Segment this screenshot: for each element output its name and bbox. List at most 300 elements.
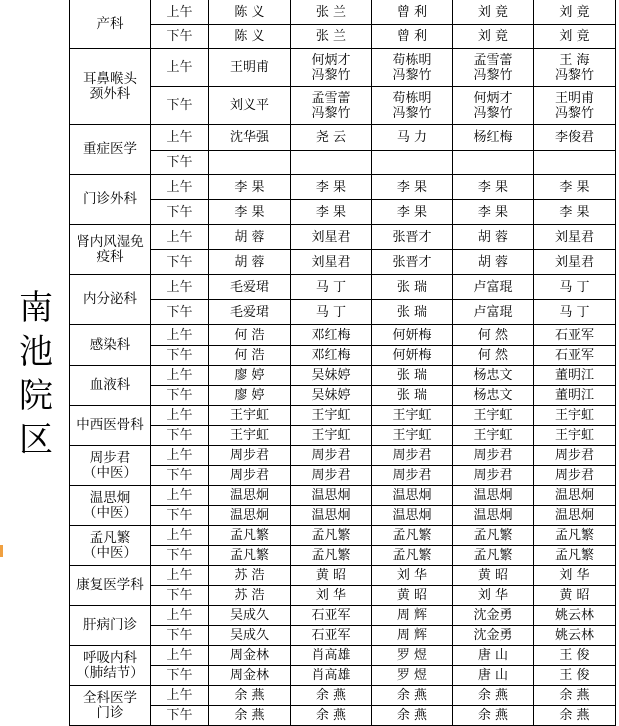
table-row xyxy=(70,686,616,706)
doctor-name: 孟凡繁 xyxy=(392,528,432,543)
period-label: 下午 xyxy=(151,466,209,486)
doctor-cell xyxy=(534,606,616,626)
doctor-cell xyxy=(534,300,616,325)
department-name-line: 颈外科 xyxy=(89,85,131,102)
doctor-cell xyxy=(453,366,534,386)
doctor-cell xyxy=(291,486,372,506)
doctor-cell xyxy=(291,666,372,686)
doctor-name: 卢富琨 xyxy=(473,304,513,320)
doctor-cell xyxy=(372,506,453,526)
doctor-name: 冯黎竹 xyxy=(311,67,351,83)
doctor-cell xyxy=(453,0,534,25)
doctor-cell xyxy=(291,225,372,250)
table-row xyxy=(70,526,616,546)
doctor-name: 邓红梅 xyxy=(311,327,351,343)
department-name-line: 门诊 xyxy=(96,704,124,721)
doctor-cell xyxy=(453,200,534,225)
doctor-name: 冯黎竹 xyxy=(473,105,513,121)
doctor-cell xyxy=(534,526,616,546)
table-row xyxy=(70,646,616,666)
department-name-line: 疫科 xyxy=(96,248,124,265)
doctor-name: 胡 蓉 xyxy=(477,229,509,245)
doctor-cell xyxy=(372,386,453,406)
table-row xyxy=(70,546,616,566)
doctor-cell xyxy=(291,0,372,25)
doctor-name: 罗 煜 xyxy=(396,648,428,663)
doctor-cell xyxy=(372,606,453,626)
period-label: 上午 xyxy=(151,686,209,706)
period-label: 下午 xyxy=(151,626,209,646)
doctor-cell xyxy=(372,546,453,566)
doctor-name: 何 浩 xyxy=(234,327,265,343)
campus-label: 南池院区 xyxy=(19,288,53,460)
doctor-cell xyxy=(291,25,372,49)
doctor-name: 刘 华 xyxy=(396,568,428,583)
doctor-name: 温思炯 xyxy=(229,488,269,503)
doctor-cell xyxy=(291,526,372,546)
doctor-name: 冯黎竹 xyxy=(554,67,594,83)
doctor-name: 卢富琨 xyxy=(473,279,513,295)
department-name-line: 周步君 xyxy=(89,449,131,466)
doctor-cell xyxy=(209,446,291,466)
doctor-name: 何妍梅 xyxy=(392,348,432,363)
doctor-cell xyxy=(372,346,453,366)
period-label: 下午 xyxy=(151,25,209,49)
doctor-name: 孟凡繁 xyxy=(311,528,351,543)
doctor-name: 肖高雄 xyxy=(311,668,351,683)
table-row xyxy=(70,666,616,686)
doctor-cell xyxy=(534,346,616,366)
department-name xyxy=(70,49,151,125)
period-label: 上午 xyxy=(151,446,209,466)
doctor-cell xyxy=(291,175,372,200)
doctor-name: 冯黎竹 xyxy=(392,67,432,83)
doctor-name: 周步君 xyxy=(473,468,513,483)
doctor-name: 陈 义 xyxy=(234,29,265,44)
period-label: 上午 xyxy=(151,175,209,200)
doctor-cell xyxy=(291,200,372,225)
doctor-cell xyxy=(291,606,372,626)
table-row xyxy=(70,300,616,325)
doctor-cell xyxy=(534,275,616,300)
doctor-cell xyxy=(453,566,534,586)
period-label: 上午 xyxy=(151,646,209,666)
doctor-name: 冯黎竹 xyxy=(392,105,432,121)
doctor-name: 黄 昭 xyxy=(477,568,509,583)
doctor-cell xyxy=(291,506,372,526)
doctor-name: 孟雪蕾 xyxy=(473,52,513,68)
period-label: 上午 xyxy=(151,49,209,87)
table-row xyxy=(70,446,616,466)
doctor-cell xyxy=(372,300,453,325)
doctor-cell xyxy=(534,125,616,151)
doctor-cell xyxy=(209,0,291,25)
doctor-name: 刘星君 xyxy=(311,254,351,270)
doctor-name: 毛爱珺 xyxy=(229,279,269,295)
doctor-name: 王明甫 xyxy=(229,60,269,75)
doctor-cell xyxy=(291,466,372,486)
doctor-cell xyxy=(291,546,372,566)
doctor-cell xyxy=(209,406,291,426)
doctor-cell xyxy=(453,586,534,606)
doctor-name: 唐 山 xyxy=(477,648,509,663)
doctor-cell xyxy=(209,566,291,586)
doctor-name: 黄 昭 xyxy=(396,588,428,603)
doctor-name: 王宇虹 xyxy=(392,428,432,443)
doctor-name: 张 瑞 xyxy=(396,388,428,403)
doctor-name: 何妍梅 xyxy=(392,327,432,343)
doctor-name: 李 果 xyxy=(559,204,590,220)
doctor-name: 刘 华 xyxy=(477,588,509,603)
doctor-cell xyxy=(453,606,534,626)
doctor-name: 温思炯 xyxy=(554,508,594,523)
doctor-cell xyxy=(291,49,372,87)
doctor-cell xyxy=(209,686,291,706)
doctor-name: 廖 婷 xyxy=(234,368,265,383)
doctor-name: 吴妹婷 xyxy=(311,388,351,403)
table-row xyxy=(70,325,616,346)
doctor-name: 肖高雄 xyxy=(311,648,351,663)
doctor-name: 周 辉 xyxy=(396,628,428,643)
doctor-cell xyxy=(534,446,616,466)
doctor-cell xyxy=(209,225,291,250)
department-name-line: 孟凡繁 xyxy=(89,529,131,546)
doctor-name: 周步君 xyxy=(554,448,594,463)
doctor-name: 胡 蓉 xyxy=(234,254,265,270)
table-row xyxy=(70,626,616,646)
period-label: 上午 xyxy=(151,225,209,250)
doctor-cell xyxy=(372,87,453,125)
department-name: 中西医骨科 xyxy=(70,406,151,446)
doctor-name: 李 果 xyxy=(396,179,428,195)
doctor-name: 张晋才 xyxy=(392,254,432,270)
doctor-cell xyxy=(291,566,372,586)
table-row xyxy=(70,49,616,87)
doctor-cell xyxy=(209,250,291,275)
department-name-line: （肺结节） xyxy=(76,664,144,681)
table-row xyxy=(70,200,616,225)
department-name: 门诊外科 xyxy=(70,175,151,225)
doctor-name: 周步君 xyxy=(311,448,351,463)
doctor-name: 孟凡繁 xyxy=(473,548,513,563)
doctor-name: 王 俊 xyxy=(559,668,590,683)
doctor-name: 周步君 xyxy=(554,468,594,483)
table-row xyxy=(70,406,616,426)
department-name xyxy=(70,486,151,526)
period-label: 下午 xyxy=(151,386,209,406)
doctor-cell xyxy=(209,151,291,175)
doctor-name: 余 燕 xyxy=(315,708,347,723)
doctor-cell xyxy=(209,626,291,646)
doctor-cell xyxy=(453,626,534,646)
doctor-name: 胡 蓉 xyxy=(234,229,265,245)
department-name: 血液科 xyxy=(70,366,151,406)
doctor-name: 刘 竟 xyxy=(559,4,590,20)
doctor-name: 沈金勇 xyxy=(473,608,513,623)
department-name: 重症医学 xyxy=(70,125,151,175)
doctor-name: 刘 竟 xyxy=(477,29,509,44)
department-name xyxy=(70,526,151,566)
doctor-cell xyxy=(209,526,291,546)
doctor-name: 董明江 xyxy=(554,368,594,383)
doctor-name: 刘星君 xyxy=(311,229,351,245)
doctor-name: 余 燕 xyxy=(477,688,509,703)
doctor-name: 李 果 xyxy=(315,179,347,195)
doctor-name: 冯黎竹 xyxy=(473,67,513,83)
table-row xyxy=(70,125,616,151)
doctor-name: 杨红梅 xyxy=(473,130,513,145)
doctor-cell xyxy=(534,646,616,666)
doctor-name: 王宇虹 xyxy=(229,408,269,423)
doctor-cell xyxy=(209,200,291,225)
doctor-name: 刘 华 xyxy=(315,588,347,603)
doctor-name: 黄 昭 xyxy=(559,588,590,603)
doctor-name: 余 燕 xyxy=(559,688,590,703)
doctor-cell xyxy=(209,325,291,346)
period-label: 上午 xyxy=(151,406,209,426)
doctor-cell xyxy=(372,466,453,486)
period-label: 下午 xyxy=(151,300,209,325)
doctor-cell xyxy=(534,250,616,275)
doctor-cell xyxy=(291,275,372,300)
doctor-cell xyxy=(291,626,372,646)
doctor-name: 张 瑞 xyxy=(396,304,428,320)
doctor-name: 毛爱珺 xyxy=(229,304,269,320)
doctor-name: 余 燕 xyxy=(559,708,590,723)
doctor-cell xyxy=(453,446,534,466)
period-label: 上午 xyxy=(151,0,209,25)
doctor-name: 刘星君 xyxy=(554,229,594,245)
doctor-name: 周步君 xyxy=(473,448,513,463)
period-label: 下午 xyxy=(151,666,209,686)
doctor-cell xyxy=(372,125,453,151)
doctor-name: 张 兰 xyxy=(315,29,347,44)
period-label: 下午 xyxy=(151,250,209,275)
doctor-name: 周步君 xyxy=(229,448,269,463)
doctor-cell xyxy=(534,386,616,406)
period-label: 上午 xyxy=(151,366,209,386)
doctor-cell xyxy=(372,446,453,466)
doctor-cell xyxy=(534,49,616,87)
doctor-name: 周步君 xyxy=(229,468,269,483)
table-row xyxy=(70,366,616,386)
doctor-name: 马 力 xyxy=(396,130,428,145)
schedule-table xyxy=(69,0,616,726)
doctor-name: 刘义平 xyxy=(229,98,269,113)
doctor-cell xyxy=(453,466,534,486)
doctor-cell xyxy=(453,686,534,706)
period-label: 下午 xyxy=(151,706,209,726)
doctor-name: 周 辉 xyxy=(396,608,428,623)
department-name xyxy=(70,646,151,686)
doctor-cell xyxy=(291,87,372,125)
doctor-name: 王 海 xyxy=(559,52,590,68)
doctor-cell xyxy=(209,175,291,200)
period-label: 下午 xyxy=(151,151,209,175)
table-row xyxy=(70,275,616,300)
table-row xyxy=(70,250,616,275)
period-label: 上午 xyxy=(151,275,209,300)
table-row xyxy=(70,87,616,125)
doctor-cell xyxy=(453,275,534,300)
doctor-cell xyxy=(453,546,534,566)
doctor-cell xyxy=(372,586,453,606)
doctor-name: 姚云林 xyxy=(554,628,594,643)
doctor-cell xyxy=(534,666,616,686)
doctor-name: 冯黎竹 xyxy=(311,105,351,121)
doctor-name: 王 俊 xyxy=(559,648,590,663)
doctor-name: 李 果 xyxy=(559,179,590,195)
doctor-cell xyxy=(209,466,291,486)
doctor-name: 王明甫 xyxy=(554,90,594,106)
table-row xyxy=(70,506,616,526)
doctor-cell xyxy=(372,25,453,49)
doctor-cell xyxy=(453,125,534,151)
doctor-cell xyxy=(372,175,453,200)
department-name: 感染科 xyxy=(70,325,151,366)
doctor-name: 李 果 xyxy=(234,179,265,195)
doctor-cell xyxy=(291,325,372,346)
doctor-name: 唐 山 xyxy=(477,668,509,683)
doctor-cell xyxy=(291,426,372,446)
doctor-cell xyxy=(209,546,291,566)
doctor-cell xyxy=(291,386,372,406)
doctor-cell xyxy=(209,275,291,300)
doctor-cell xyxy=(453,325,534,346)
table-row xyxy=(70,706,616,726)
doctor-name: 董明江 xyxy=(554,388,594,403)
doctor-cell xyxy=(534,25,616,49)
doctor-name: 黄 昭 xyxy=(315,568,347,583)
doctor-cell xyxy=(209,606,291,626)
table-row xyxy=(70,346,616,366)
doctor-cell xyxy=(453,87,534,125)
doctor-cell xyxy=(209,300,291,325)
doctor-cell xyxy=(372,526,453,546)
doctor-name: 孟凡繁 xyxy=(229,548,269,563)
doctor-name: 周步君 xyxy=(311,468,351,483)
doctor-name: 李 果 xyxy=(477,179,509,195)
table-row xyxy=(70,225,616,250)
doctor-cell xyxy=(372,366,453,386)
doctor-cell xyxy=(209,125,291,151)
doctor-cell xyxy=(534,366,616,386)
department-name xyxy=(70,225,151,275)
doctor-cell xyxy=(453,250,534,275)
doctor-cell xyxy=(534,406,616,426)
doctor-name: 马 丁 xyxy=(315,304,347,320)
department-name-line: 温思炯 xyxy=(89,489,131,506)
doctor-name: 温思炯 xyxy=(229,508,269,523)
doctor-name: 周金林 xyxy=(229,648,269,663)
doctor-cell xyxy=(291,346,372,366)
period-label: 下午 xyxy=(151,546,209,566)
doctor-name: 沈华强 xyxy=(229,130,269,145)
doctor-cell xyxy=(372,566,453,586)
table-row xyxy=(70,151,616,175)
doctor-name: 马 丁 xyxy=(559,304,590,320)
doctor-cell xyxy=(453,49,534,87)
doctor-name: 张晋才 xyxy=(392,229,432,245)
doctor-name: 吴妹婷 xyxy=(311,368,351,383)
doctor-name: 孟雪蕾 xyxy=(311,90,351,106)
doctor-name: 何炳才 xyxy=(473,90,513,106)
department-name xyxy=(70,686,151,726)
doctor-cell xyxy=(453,646,534,666)
doctor-name: 何 然 xyxy=(477,348,509,363)
period-label: 下午 xyxy=(151,346,209,366)
doctor-cell xyxy=(372,49,453,87)
doctor-name: 何炳才 xyxy=(311,52,351,68)
doctor-cell xyxy=(291,151,372,175)
doctor-cell xyxy=(209,706,291,726)
table-row xyxy=(70,0,616,25)
doctor-cell xyxy=(291,300,372,325)
doctor-cell xyxy=(534,626,616,646)
department-name-line: 耳鼻喉头 xyxy=(83,70,137,87)
doctor-name: 李 果 xyxy=(315,204,347,220)
doctor-cell xyxy=(291,706,372,726)
doctor-name: 苏 浩 xyxy=(234,568,265,583)
doctor-cell xyxy=(372,706,453,726)
doctor-name: 吴成久 xyxy=(229,628,269,643)
doctor-cell xyxy=(209,346,291,366)
doctor-name: 刘 华 xyxy=(559,568,590,583)
table-row xyxy=(70,486,616,506)
department-name: 肝病门诊 xyxy=(70,606,151,646)
doctor-name: 曾 利 xyxy=(396,29,428,44)
doctor-cell xyxy=(453,175,534,200)
doctor-name: 吴成久 xyxy=(229,608,269,623)
doctor-name: 温思炯 xyxy=(473,488,513,503)
doctor-name: 温思炯 xyxy=(311,488,351,503)
doctor-name: 张 兰 xyxy=(315,4,347,20)
doctor-name: 尧 云 xyxy=(315,130,347,145)
period-label: 下午 xyxy=(151,87,209,125)
doctor-name: 沈金勇 xyxy=(473,628,513,643)
doctor-name: 马 丁 xyxy=(315,279,347,295)
doctor-name: 温思炯 xyxy=(392,488,432,503)
doctor-name: 苟栋明 xyxy=(392,52,432,68)
doctor-name: 冯黎竹 xyxy=(554,105,594,121)
doctor-cell xyxy=(372,250,453,275)
doctor-cell xyxy=(453,225,534,250)
doctor-cell xyxy=(453,300,534,325)
period-label: 上午 xyxy=(151,486,209,506)
doctor-name: 孟凡繁 xyxy=(554,528,594,543)
doctor-cell xyxy=(534,486,616,506)
doctor-cell xyxy=(209,25,291,49)
doctor-cell xyxy=(534,706,616,726)
doctor-cell xyxy=(209,666,291,686)
doctor-cell xyxy=(372,275,453,300)
doctor-name: 李 果 xyxy=(477,204,509,220)
doctor-name: 张 瑞 xyxy=(396,368,428,383)
doctor-name: 苟栋明 xyxy=(392,90,432,106)
doctor-cell xyxy=(534,506,616,526)
doctor-name: 马 丁 xyxy=(559,279,590,295)
doctor-name: 李 果 xyxy=(234,204,265,220)
doctor-name: 王宇虹 xyxy=(229,428,269,443)
doctor-cell xyxy=(209,426,291,446)
doctor-name: 石亚军 xyxy=(554,348,594,363)
doctor-name: 刘 竟 xyxy=(559,29,590,44)
department-name-line: （中医） xyxy=(83,544,137,561)
department-name xyxy=(70,446,151,486)
doctor-name: 余 燕 xyxy=(477,708,509,723)
department-name-line: （中医） xyxy=(83,504,137,521)
doctor-cell xyxy=(291,406,372,426)
